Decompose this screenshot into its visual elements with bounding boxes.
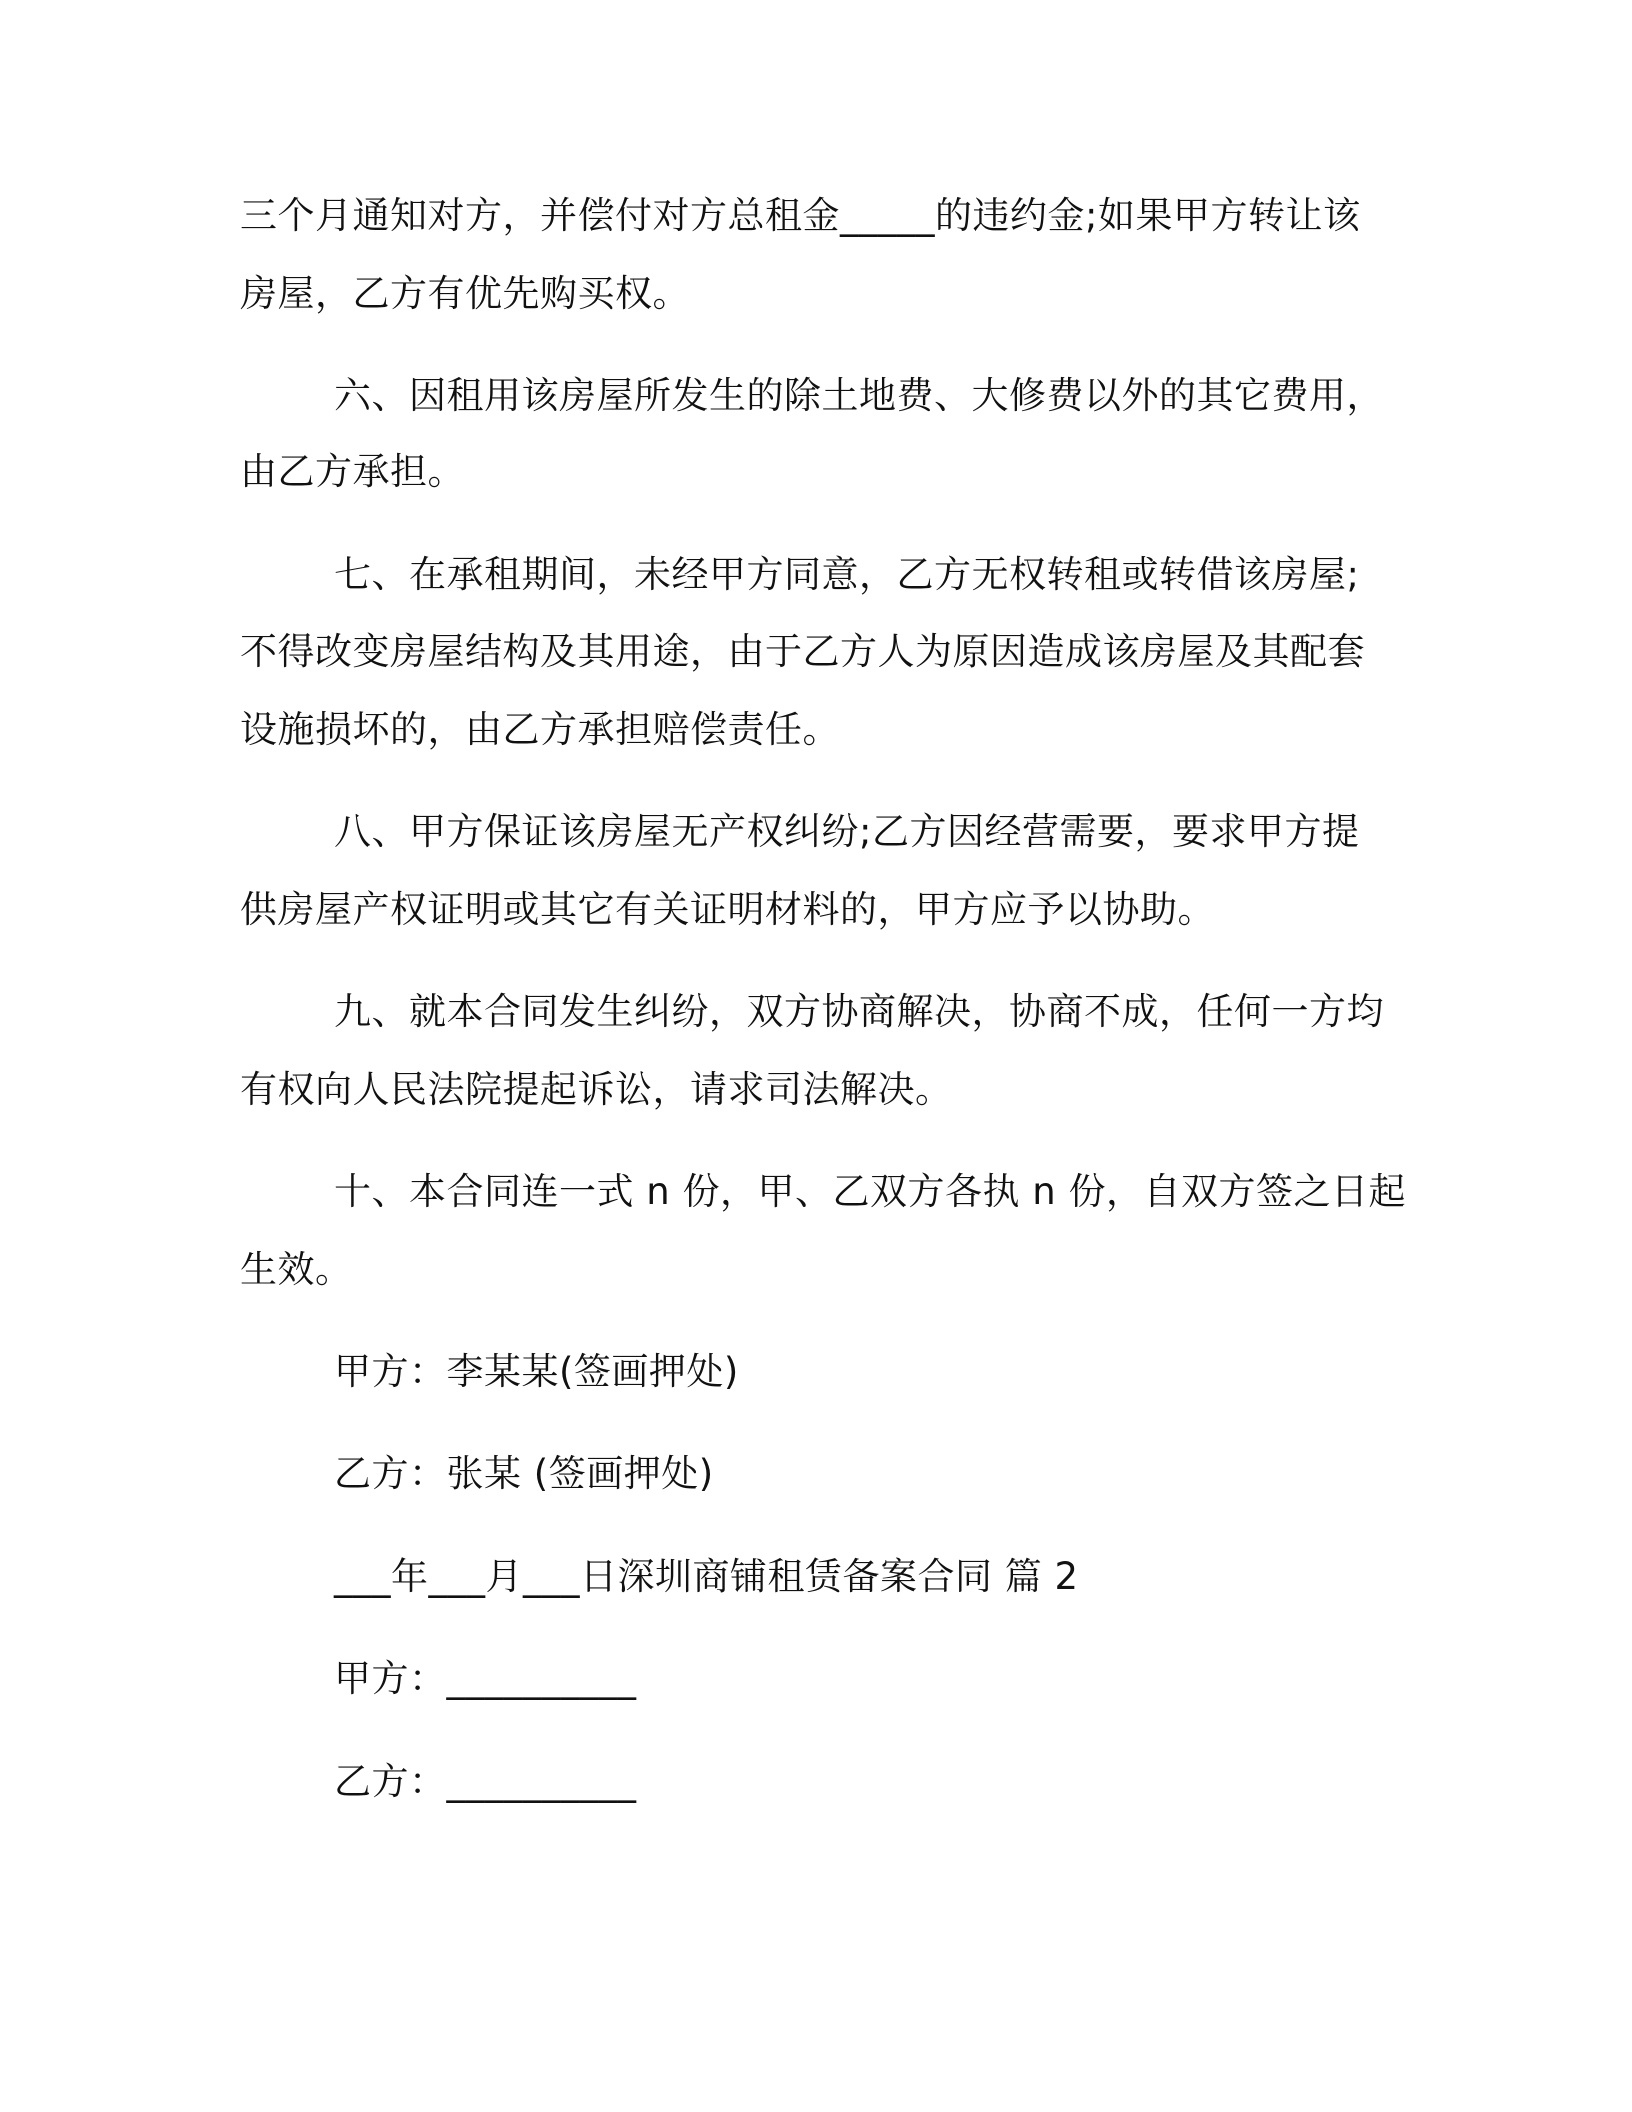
text-line: 不得改变房屋结构及其用途，由于乙方人为原因造成该房屋及其配套 xyxy=(240,630,1365,673)
text-line: 设施损坏的，由乙方承担赔偿责任。 xyxy=(240,708,840,751)
party-b-signature: 乙方：张某 (签画押处) xyxy=(334,1452,714,1495)
text-line: 八、甲方保证该房屋无产权纠纷;乙方因经营需要，要求甲方提 xyxy=(334,810,1360,853)
text-line: 九、就本合同发生纠纷，双方协商解决，协商不成，任何一方均 xyxy=(334,990,1384,1033)
text-line: 供房屋产权证明或其它有关证明材料的，甲方应予以协助。 xyxy=(240,888,1215,931)
text-line: 七、在承租期间，未经甲方同意，乙方无权转租或转借该房屋; xyxy=(334,553,1360,596)
text-line: 由乙方承担。 xyxy=(240,450,465,493)
text-line: 三个月通知对方，并偿付对方总租金_____的违约金;如果甲方转让该 xyxy=(240,194,1361,237)
party-b-field: 乙方：__________ xyxy=(334,1760,637,1803)
party-a-field: 甲方：__________ xyxy=(334,1657,637,1700)
section-heading: ___年___月___日深圳商铺租赁备案合同 篇 2 xyxy=(334,1555,1079,1598)
party-a-signature: 甲方：李某某(签画押处) xyxy=(334,1350,739,1393)
text-line: 六、因租用该房屋所发生的除土地费、大修费以外的其它费用， xyxy=(334,374,1384,417)
text-line: 有权向人民法院提起诉讼，请求司法解决。 xyxy=(240,1068,953,1111)
text-line: 十、本合同连一式 n 份，甲、乙双方各执 n 份，自双方签之日起 xyxy=(334,1170,1406,1213)
text-line: 生效。 xyxy=(240,1248,353,1291)
text-line: 房屋，乙方有优先购买权。 xyxy=(240,272,690,315)
